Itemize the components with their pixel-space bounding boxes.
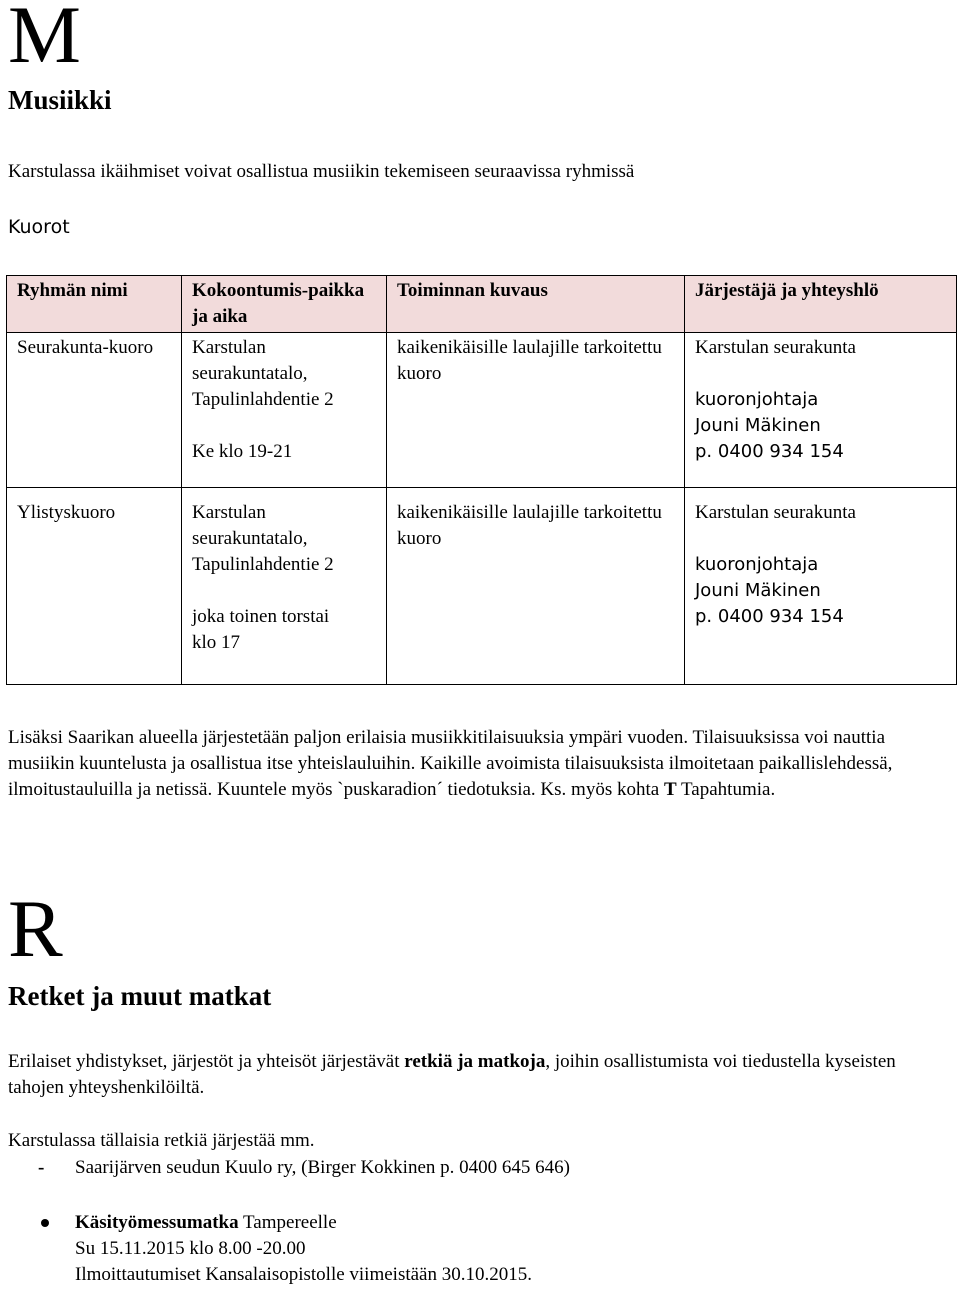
table-row: [7, 333, 957, 488]
trips-intro: [8, 1049, 938, 1101]
contact-phone: p. 0400 934 154: [695, 441, 844, 462]
time-line: joka toinen torstai: [192, 606, 330, 627]
time-line: klo 17: [192, 632, 241, 653]
trip-date: Su 15.11.2015 klo 8.00 -20.00: [75, 1238, 306, 1259]
music-intro: Karstulassa ikäihmiset voivat osallistua musiikin tekemiseen seuraavissa ryhmissä: [8, 161, 635, 182]
table-row: [7, 488, 957, 685]
list-item: [8, 1210, 532, 1288]
section-letter-r: R: [8, 883, 63, 974]
music-heading: Musiikki: [8, 85, 112, 115]
trips-intro-bold: retkiä ja matkoja: [404, 1051, 546, 1072]
trips-intro-text-end: , joihin osallistumista voi tiedustella kyseisten tahojen yhteyshenkilöiltä.: [8, 1051, 896, 1098]
trips-intro-text: Erilaiset yhdistykset, järjestöt ja yhteisöt järjestävät: [8, 1051, 405, 1072]
contact-role: kuoronjohtaja: [695, 554, 819, 575]
organizer-contact: [685, 488, 957, 685]
organizer-contact: [685, 333, 957, 488]
header-description: Toiminnan kuvaus: [387, 276, 685, 333]
organizer: Karstulan seurakunta: [695, 337, 856, 358]
section-letter-m: M: [8, 0, 81, 80]
trip-destination: Tampereelle: [238, 1212, 337, 1233]
extra-text: Lisäksi Saarikan alueella järjestetään paljon erilaisia musiikkitilaisuuksia ympäri vuoden. Tilaisuuksissa voi nauttia musiikin kuuntelusta ja osallistua itse yhteislauluihin. Kaikille avoimista tilaisuuksista ilmoitetaan paikallislehdessä, ilmoitustauluilla ja netissä. Kuuntele myös `puskaradion´ tiedotuksia. Ks. myös kohta: [8, 727, 893, 800]
trips-org-intro: Karstulassa tällaisia retkiä järjestää mm.: [8, 1130, 315, 1151]
trips-heading: Retket ja muut matkat: [8, 981, 272, 1011]
choirs-table: [6, 275, 957, 685]
contact-name: Jouni Mäkinen: [695, 580, 821, 601]
list-item: [8, 1155, 570, 1181]
table-header-row: [7, 276, 957, 333]
description: kaikenikäisille laulajille tarkoitettu kuoro: [387, 333, 685, 488]
trip-registration: Ilmoittautumiset Kansalaisopistolle viimeistään 30.10.2015.: [75, 1264, 532, 1285]
contact-name: Jouni Mäkinen: [695, 415, 821, 436]
place-line: seurakuntatalo,: [192, 363, 308, 384]
extra-text-end: Tapahtumia.: [676, 779, 776, 800]
contact-role: kuoronjohtaja: [695, 389, 819, 410]
place-line: Tapulinlahdentie 2: [192, 389, 334, 410]
header-place-time: Kokoontumis-paikka ja aika: [182, 276, 387, 333]
contact-phone: p. 0400 934 154: [695, 606, 844, 627]
place-time: [182, 333, 387, 488]
organizer: Karstulan seurakunta: [695, 502, 856, 523]
time-line: Ke klo 19-21: [192, 441, 293, 462]
place-line: Tapulinlahdentie 2: [192, 554, 334, 575]
choirs-subheading: Kuorot: [8, 216, 70, 238]
header-group-name: Ryhmän nimi: [7, 276, 182, 333]
extra-bold-ref: T: [663, 779, 677, 800]
list-item-text: Saarijärven seudun Kuulo ry, (Birger Kokkinen p. 0400 645 646): [75, 1157, 570, 1178]
place-line: Karstulan: [192, 502, 266, 523]
trip-name: Käsityömessumatka: [75, 1212, 239, 1233]
header-organizer: Järjestäjä ja yhteyshlö: [685, 276, 957, 333]
place-time: [182, 488, 387, 685]
place-line: seurakuntatalo,: [192, 528, 308, 549]
dash-marker: -: [38, 1157, 45, 1178]
description: kaikenikäisille laulajille tarkoitettu kuoro: [387, 488, 685, 685]
music-extra-info: [8, 725, 938, 803]
place-line: Karstulan: [192, 337, 266, 358]
bullet-icon: [41, 1219, 49, 1227]
group-name: Ylistyskuoro: [7, 488, 182, 685]
group-name: Seurakunta-kuoro: [7, 333, 182, 488]
